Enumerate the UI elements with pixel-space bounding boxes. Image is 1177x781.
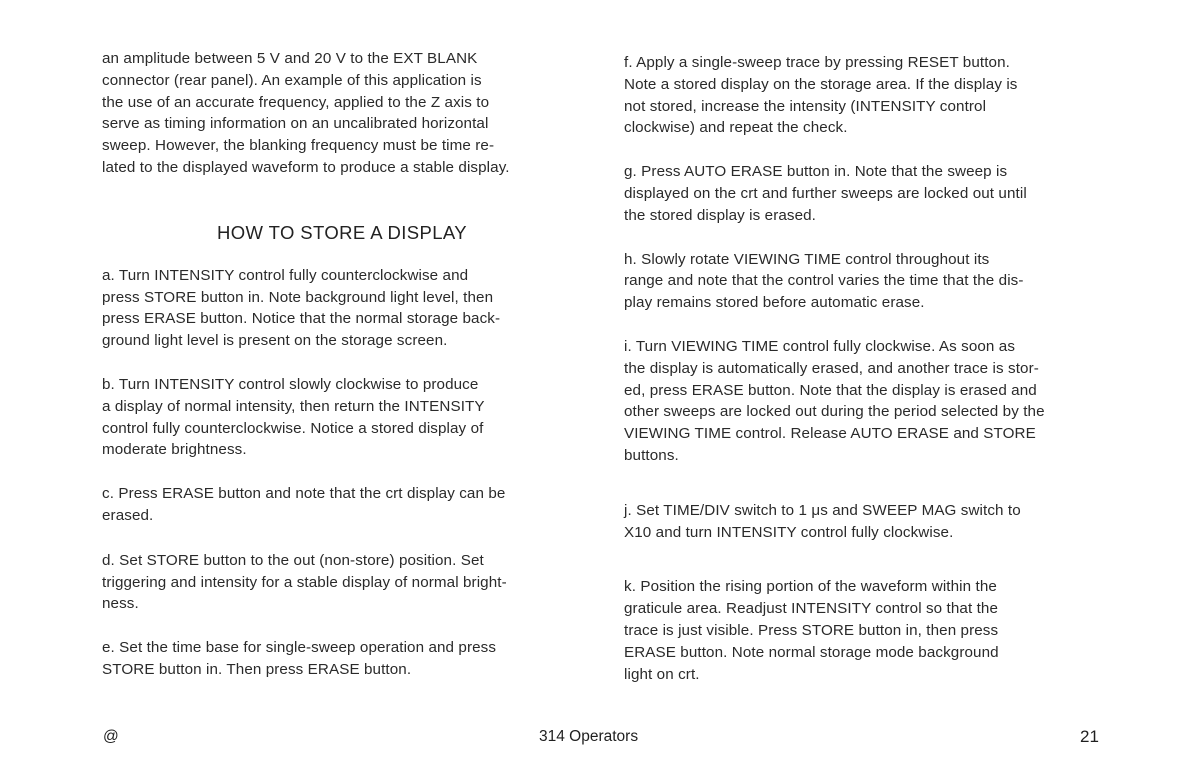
section-heading: HOW TO STORE A DISPLAY (216, 221, 468, 243)
intro-paragraph: an amplitude between 5 V and 20 V to the EXT BLANK connector (rear panel). An example of this application is the use of an accurate frequency, applied to the Z axis to serve as timing information on an uncalibrated horizontal sweep. However, the blanking frequency must be time re- lated to the displayed waveform to produce a stable display. (102, 50, 510, 176)
step-j: j. Set TIME/DIV switch to 1 μs and SWEEP MAG switch to X10 and turn INTENSITY control fully clockwise. (624, 501, 1021, 541)
step-i: i. Turn VIEWING TIME control fully clockwise. As soon as the display is automatically erased, and another trace is stor- ed, press ERASE button. Note that the display is erased and other sweeps are locked out during the period selected by the VIEWING TIME control. Release AUTO ERASE and STORE buttons. (624, 337, 1045, 464)
footer-mark: @ (103, 728, 119, 745)
step-f: f. Apply a single-sweep trace by pressing RESET button. Note a stored display on the storage area. If the display is not stored, increase the intensity (INTENSITY control clockwise) and repeat the check. (624, 54, 1018, 137)
page-number: 21 (1080, 727, 1099, 746)
left-column (102, 48, 592, 681)
step-h: h. Slowly rotate VIEWING TIME control throughout its range and note that the control varies the time that the dis- play remains stored before automatic erase. (624, 250, 1024, 312)
step-k: k. Position the rising portion of the waveform within the graticule area. Readjust INTENSITY control so that the trace is just visible. Press STORE button in, then press ERASE button. Note normal storage mode background light on crt. (624, 578, 999, 683)
step-e: e. Set the time base for single-sweep operation and press STORE button in. Then press ERASE button. (102, 639, 497, 678)
step-a: a. Turn INTENSITY control fully counterclockwise and press STORE button in. Note background light level, then press ERASE button. Notice that the normal storage back- ground light level is present on the storage screen. (102, 266, 501, 350)
step-b: b. Turn INTENSITY control slowly clockwise to produce a display of normal intensity, then return the INTENSITY control fully counterclockwise. Notice a stored display of moderate brightness. (102, 375, 485, 459)
step-d: d. Set STORE button to the out (non-store) position. Set triggering and intensity for a stable display of normal bright- ness. (102, 551, 507, 613)
footer-title: 314 Operators (539, 728, 639, 745)
step-g: g. Press AUTO ERASE button in. Note that the sweep is displayed on the crt and further sweeps are locked out until the stored display is erased. (624, 163, 1027, 224)
right-column (624, 48, 1129, 685)
step-c: c. Press ERASE button and note that the crt display can be erased. (102, 485, 506, 524)
